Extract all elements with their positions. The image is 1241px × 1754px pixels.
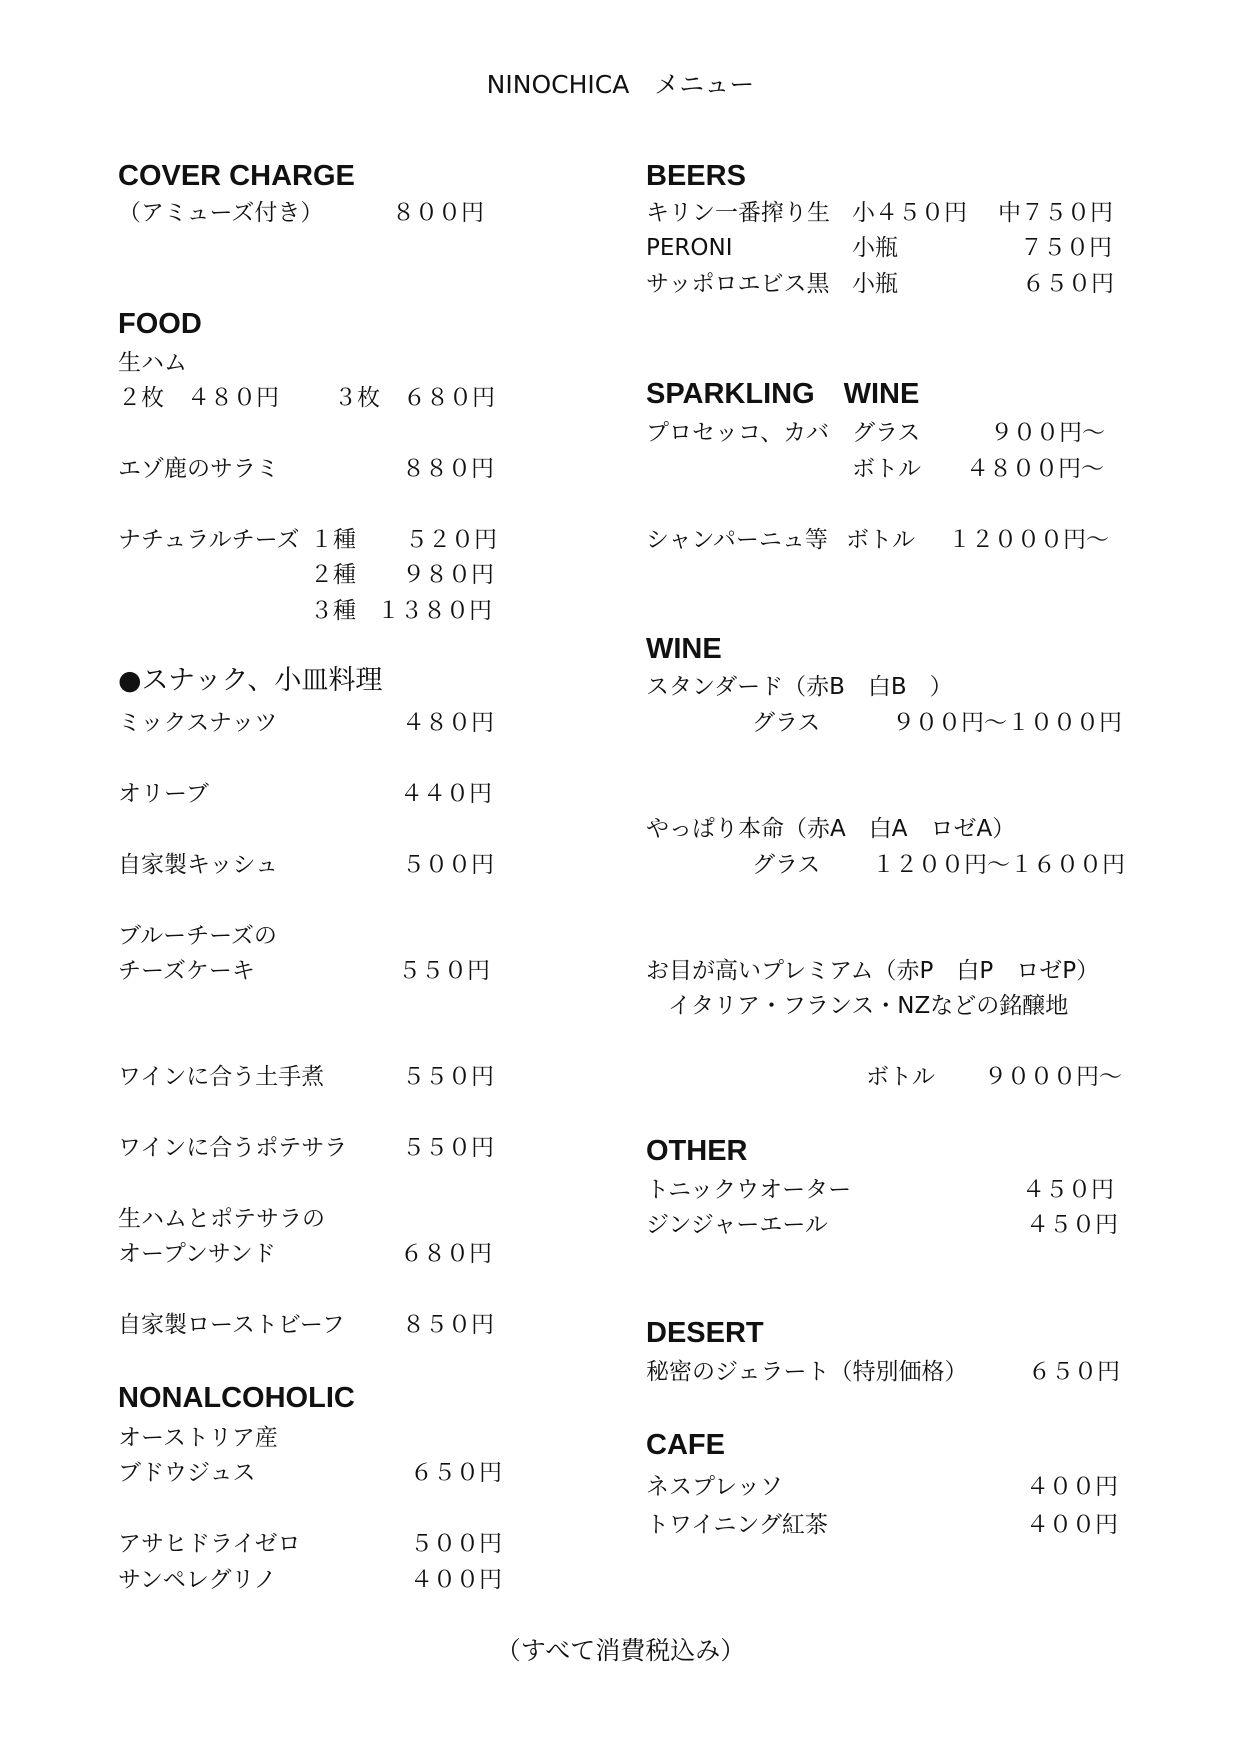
other-heading: OTHER [646,1135,748,1167]
cover-charge-heading: COVER CHARGE [118,160,355,192]
menu-item-price: １２００円〜１６００円 [872,852,1125,878]
menu-item-name: お目が高いプレミアム（赤P 白P ロゼP） [646,958,1100,984]
menu-item-variant: ３種 [310,598,356,624]
menu-item-name: 自家製キッシュ [118,852,279,878]
menu-item-name: サンペレグリノ [118,1567,277,1593]
menu-item-price: ５００円 [410,1531,502,1557]
menu-item-name: キリン一番搾り生 [646,200,830,226]
menu-item-name: やっぱり本命（赤A 白A ロゼA） [646,816,1016,842]
menu-item-name: プロセッコ、カバ [646,420,830,446]
menu-item-price: ５５０円 [398,958,490,984]
menu-item-name: ミックスナッツ [118,710,278,736]
menu-item-name: スタンダード（赤B 白B ） [646,674,953,700]
menu-item-name: オーストリア産 [118,1425,278,1451]
menu-item-price: ４８００円〜 [966,456,1104,482]
menu-item-serving: グラス [752,710,821,736]
cover-charge-label: （アミューズ付き） [118,200,324,226]
menu-item-name: ジンジャーエール [646,1212,828,1238]
menu-item-serving: ボトル [846,527,915,553]
menu-item-name: ワインに合うポテサラ [118,1135,348,1161]
menu-item-serving: ボトル [852,456,921,482]
menu-item-name: ブルーチーズの [118,923,277,949]
menu-item-size: 小瓶 [852,271,898,297]
menu-item-price: ５００円 [402,852,494,878]
menu-item-price: ５５０円 [402,1064,494,1090]
menu-item-price: ９００円〜 [990,420,1105,446]
menu-item-name: PERONI [646,235,733,261]
menu-item-price: ４５０円 [1026,1212,1118,1238]
menu-item-price: ４００円 [410,1567,502,1593]
page-title: NINOCHICA メニュー [486,70,755,99]
menu-item-variant: ２種 [310,562,356,588]
menu-item-name: トワイニング紅茶 [646,1512,828,1538]
menu-item-price: ９８０円 [402,562,494,588]
menu-item-name: サッポロエビス黒 [646,271,830,297]
menu-item-price: ９００円〜１０００円 [892,710,1122,736]
cover-charge-price: ８００円 [392,200,484,226]
menu-item-price: ２枚 ４８０円 [118,385,279,411]
menu-item-price: １３８０円 [377,598,492,624]
menu-item-name: シャンパーニュ等 [646,527,828,553]
desert-heading: DESERT [646,1317,764,1349]
nonalcoholic-heading: NONALCOHOLIC [118,1382,355,1414]
menu-item-price: ４５０円 [1022,1177,1114,1203]
snack-heading: ●スナック、小皿料理 [118,665,383,696]
menu-item-price: ８５０円 [402,1312,494,1338]
sparkling-wine-heading: SPARKLING WINE [646,378,920,410]
menu-item-name: オープンサンド [118,1241,276,1267]
menu-item-name: ネスプレッソ [646,1474,783,1500]
menu-item-price: ８８０円 [402,456,494,482]
menu-item-price: ４００円 [1026,1474,1118,1500]
menu-item-name: 秘密のジェラート（特別価格） [646,1359,968,1385]
menu-item-size: 小瓶 [852,235,898,261]
menu-item-name: トニックウオーター [646,1177,852,1203]
cafe-heading: CAFE [646,1429,725,1461]
menu-item-price: １２０００円〜 [948,527,1109,553]
menu-item-price: ６５０円 [410,1460,502,1486]
menu-item-name: チーズケーキ [118,958,255,984]
menu-item-name: アサヒドライゼロ [118,1531,301,1557]
menu-item-price: ６８０円 [400,1241,492,1267]
menu-item-price: ６５０円 [1022,271,1114,297]
menu-item-description: イタリア・フランス・NZなどの銘醸地 [668,993,1069,1019]
menu-item-price: ４００円 [1026,1512,1118,1538]
menu-item-name: 自家製ローストビーフ [118,1312,345,1338]
menu-item-price: ４４０円 [400,781,492,807]
menu-item-price: ４８０円 [402,710,494,736]
food-heading: FOOD [118,308,202,340]
menu-item-name: オリーブ [118,781,209,807]
menu-item-name: ブドウジュス [118,1460,256,1486]
menu-item-price: ７５０円 [1020,235,1112,261]
menu-item-price: 小４５０円 [852,200,967,226]
menu-item-price: 中７５０円 [998,200,1113,226]
menu-item-name: 生ハム [118,350,187,376]
menu-item-price: ３枚 ６８０円 [334,385,495,411]
wine-heading: WINE [646,633,722,665]
menu-item-variant: １種 [310,527,356,553]
menu-item-serving: グラス [852,420,921,446]
menu-item-name: エゾ鹿のサラミ [118,456,279,482]
menu-item-serving: グラス [752,852,821,878]
tax-note: （すべて消費税込み） [495,1636,746,1665]
menu-item-serving: ボトル [866,1064,935,1090]
menu-item-name: 生ハムとポテサラの [118,1206,325,1232]
menu-item-price: ９０００円〜 [984,1064,1122,1090]
beers-heading: BEERS [646,160,746,192]
menu-item-price: ５５０円 [402,1135,494,1161]
menu-item-name: ワインに合う土手煮 [118,1064,325,1090]
menu-item-price: ５２０円 [405,527,497,553]
menu-item-name: ナチュラルチーズ [118,527,300,553]
menu-item-price: ６５０円 [1028,1359,1120,1385]
